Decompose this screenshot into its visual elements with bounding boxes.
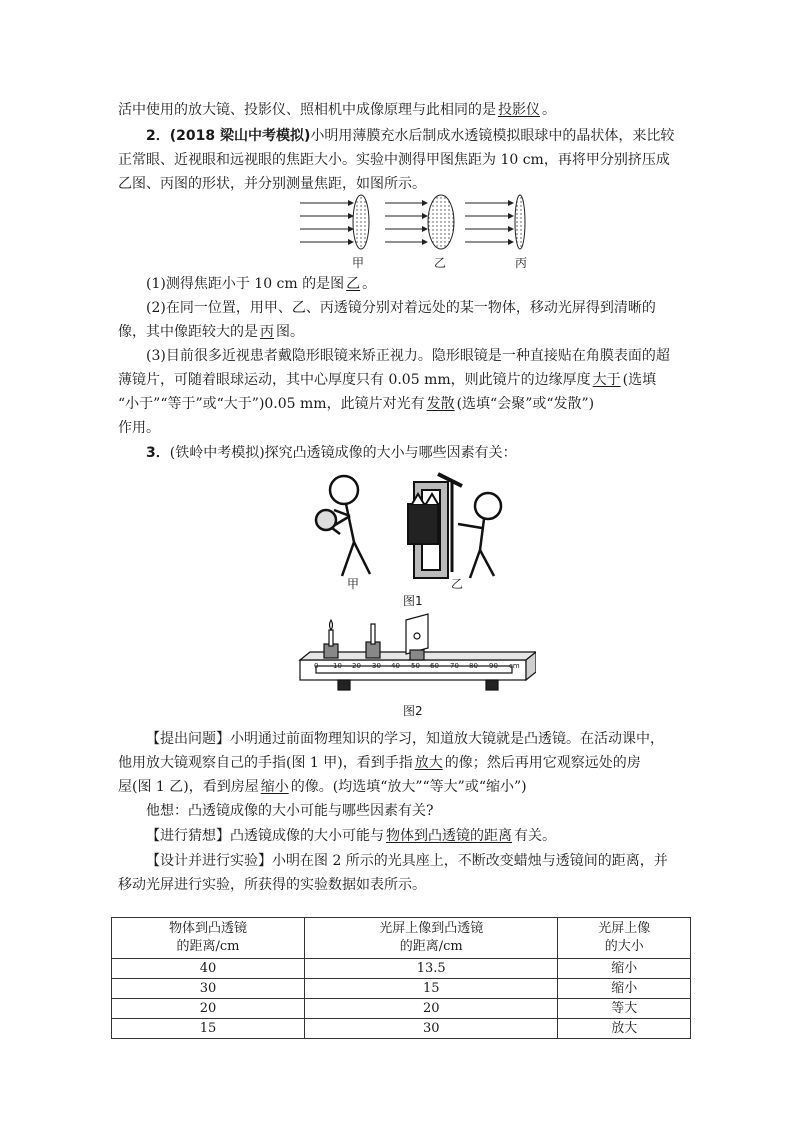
question-2-line-3: 乙图、丙图的形状，并分别测量焦距，如图所示。 xyxy=(118,176,426,192)
question-dot: ． xyxy=(155,128,170,144)
text: 。 xyxy=(362,276,377,292)
hypothesis-line xyxy=(146,826,556,846)
question-3-line-1 xyxy=(146,443,517,463)
table-header-cell: 光屏上像 的大小 xyxy=(558,918,691,959)
figure-jia-person xyxy=(316,476,370,576)
experiment-line-1: 【设计并进行实验】小明在图 2 所示的光具座上，不断改变蜡烛与透镜间的距离，并 xyxy=(146,853,668,869)
ruler-tick-10: 10 xyxy=(333,662,342,670)
table-cell: 13.5 xyxy=(305,959,558,979)
sub-question-3-line-4: 作用。 xyxy=(118,420,160,436)
table-row xyxy=(112,979,691,999)
table-cell: 20 xyxy=(305,999,558,1019)
ruler-tick-70: 70 xyxy=(450,662,459,670)
lens-yi xyxy=(385,195,454,249)
table-cell: 缩小 xyxy=(558,979,691,999)
ruler-tick-20: 20 xyxy=(352,662,361,670)
text: 像，其中像距较大的是 xyxy=(118,324,258,340)
sub-question-1 xyxy=(146,274,376,294)
data-table xyxy=(111,917,691,1039)
lens-figure xyxy=(295,192,545,272)
text: 【进行猜想】凸透镜成像的大小可能与 xyxy=(146,828,384,844)
inquiry-question-line-3 xyxy=(118,777,527,797)
table-cell: 15 xyxy=(112,1019,305,1039)
optical-bench-figure xyxy=(296,612,536,696)
table-row xyxy=(112,1019,691,1039)
table-header-cell: 物体到凸透镜 的距离/cm xyxy=(112,918,305,959)
inquiry-question-line-2 xyxy=(118,753,641,773)
figure-yi-scene xyxy=(408,474,501,578)
text: 小明用薄膜充水后制成水透镜模拟眼球中的晶状体，来比较 xyxy=(310,128,675,144)
table-header-cell: 光屏上像到凸透镜 的距离/cm xyxy=(305,918,558,959)
answer-blank: 放大 xyxy=(414,755,443,771)
figure-1-caption: 图1 xyxy=(403,594,423,608)
text: 图。 xyxy=(276,324,304,340)
answer-blank: 物体到凸透镜的距离 xyxy=(386,828,512,844)
text: 他用放大镜观察自己的手指(图 1 甲)，看到手指 xyxy=(118,755,413,771)
ruler-tick-50: 50 xyxy=(411,662,420,670)
text: 。 xyxy=(542,102,556,118)
text: (铁岭中考模拟)探究凸透镜成像的大小与哪些因素有关： xyxy=(169,445,517,461)
table-cell: 放大 xyxy=(558,1019,691,1039)
table-cell: 等大 xyxy=(558,999,691,1019)
text: 屋(图 1 乙)，看到房屋 xyxy=(118,779,259,795)
table-cell: 40 xyxy=(112,959,305,979)
figure-label-bing: 丙 xyxy=(515,256,528,270)
question-2-line-2: 正常眼、近视眼和远视眼的焦距大小。实验中测得甲图焦距为 10 cm，再将甲分别挤压成 xyxy=(118,152,670,168)
table-cell: 30 xyxy=(112,979,305,999)
inquiry-question-line-1: 【提出问题】小明通过前面物理知识的学习，知道放大镜就是凸透镜。在活动课中， xyxy=(146,731,664,747)
ruler-tick-80: 80 xyxy=(469,662,478,670)
ruler-tick-90: 90 xyxy=(489,662,498,670)
text: (选填“会聚”或“发散”) xyxy=(456,396,595,412)
figure-1-label-yi: 乙 xyxy=(451,577,464,591)
question-number: 3 xyxy=(146,445,156,461)
text: (选填 xyxy=(622,372,657,388)
figure-1-illustration xyxy=(312,470,522,590)
figure-2-caption: 图2 xyxy=(403,704,423,718)
table-row xyxy=(112,959,691,979)
ruler-tick-0: 0 xyxy=(314,662,319,670)
figure-label-yi: 乙 xyxy=(434,256,447,270)
sub-question-3-line-3 xyxy=(118,394,594,414)
question-dot: ． xyxy=(155,445,170,461)
text: 薄镜片，可随着眼球运动，其中心厚度只有 0.05 mm，则此镜片的边缘厚度 xyxy=(118,372,591,388)
question-2-line-1 xyxy=(146,126,674,146)
text: 的像。(均选填“放大”“等大”或“缩小”) xyxy=(290,779,527,795)
text: 有关。 xyxy=(514,828,556,844)
lens-jia xyxy=(300,195,369,249)
answer-blank: 发散 xyxy=(426,396,455,412)
question-number: 2 xyxy=(146,128,156,144)
experiment-line-2: 移动光屏进行实验，所获得的实验数据如表所示。 xyxy=(118,877,426,893)
text: (1)测得焦距小于 10 cm 的是图 xyxy=(146,276,345,292)
ruler-unit: cm xyxy=(509,662,520,670)
table-cell: 20 xyxy=(112,999,305,1019)
text-line xyxy=(118,100,556,120)
sub-question-3-line-2 xyxy=(118,370,656,390)
ruler-tick-30: 30 xyxy=(372,662,381,670)
ruler-tick-60: 60 xyxy=(430,662,439,670)
sub-question-2-line-1: (2)在同一位置，用甲、乙、丙透镜分别对着远处的某一物体，移动光屏得到清晰的 xyxy=(146,300,656,316)
table-cell: 30 xyxy=(305,1019,558,1039)
lens-bing xyxy=(465,195,525,249)
thought-line: 他想：凸透镜成像的大小可能与哪些因素有关? xyxy=(146,803,434,819)
question-source: (2018 梁山中考模拟) xyxy=(169,128,311,144)
table-header-row xyxy=(112,918,691,959)
table-row xyxy=(112,999,691,1019)
answer-blank: 大于 xyxy=(592,372,621,388)
table-cell: 缩小 xyxy=(558,959,691,979)
answer-blank: 乙 xyxy=(346,276,361,292)
table-cell: 15 xyxy=(305,979,558,999)
text: 活中使用的放大镜、投影仪、照相机中成像原理与此相同的是 xyxy=(118,102,496,118)
ruler-tick-40: 40 xyxy=(391,662,400,670)
answer-blank: 丙 xyxy=(260,324,274,340)
answer-blank: 投影仪 xyxy=(498,102,540,118)
sub-question-2-line-2 xyxy=(118,322,304,342)
text: “小于”“等于”或“大于”)0.05 mm，此镜片对光有 xyxy=(118,396,425,412)
answer-blank: 缩小 xyxy=(260,779,289,795)
figure-label-jia: 甲 xyxy=(352,256,365,270)
text: 的像；然后再用它观察远处的房 xyxy=(444,755,641,771)
sub-question-3-line-1: (3)目前很多近视患者戴隐形眼镜来矫正视力。隐形眼镜是一种直接贴在角膜表面的超 xyxy=(146,348,670,364)
figure-1-label-jia: 甲 xyxy=(347,577,360,591)
